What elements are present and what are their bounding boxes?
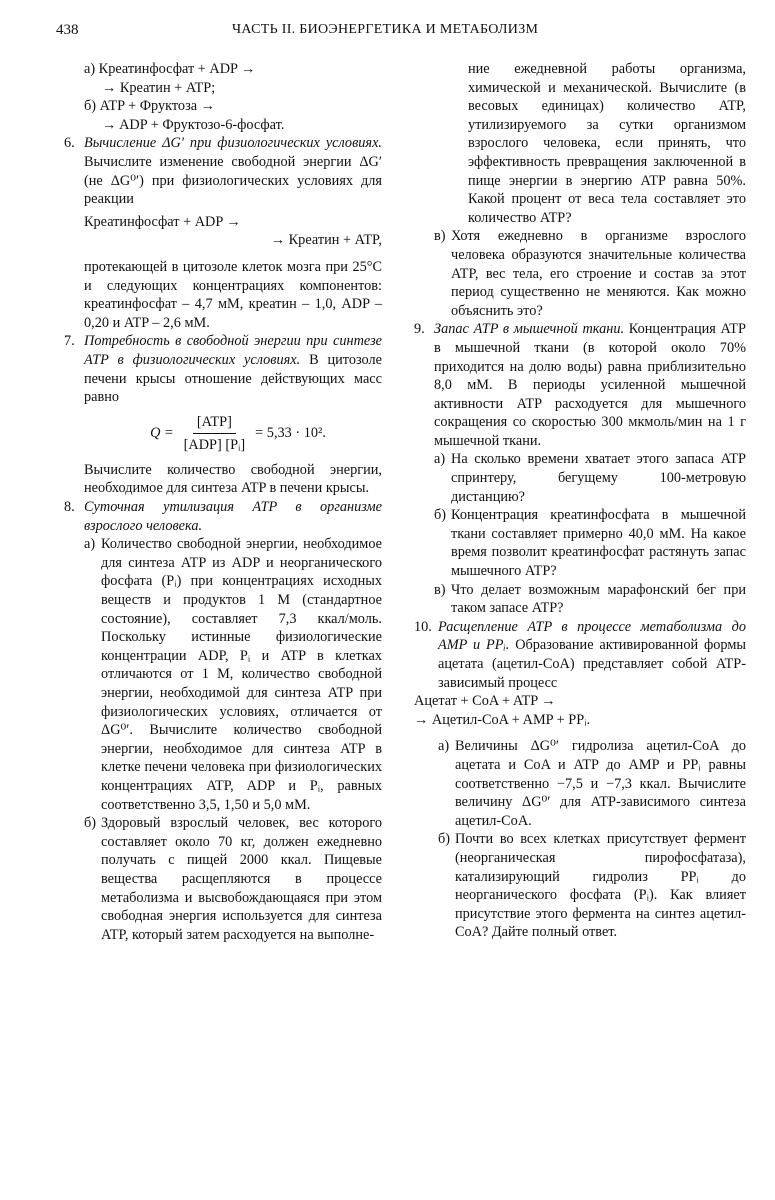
problem-9c-label: в) — [434, 581, 446, 598]
problem-8-title: Суточная утилизация ATP в организме взрослого человека. — [84, 499, 382, 534]
problem-10b-label: б) — [438, 831, 451, 848]
problem-8-number: 8. — [64, 499, 75, 516]
problem-8c-text: Хотя ежедневно в организме взрослого человека образуются значительные количества ATP, вес тела, его строение и состав за этот период существенно не меняются. Как можно объяснить это? — [451, 228, 746, 319]
problem-9-number: 9. — [414, 321, 425, 338]
problem-10a-text: Величины ΔG⁰′ гидролиза ацетил-CoA до ацетата и CoA и ATP до AMP и PPᵢ равны соответственно −7,5 и −7,3 ккал. Вычислите величину ΔG⁰′ для ATP-зависимого синтеза ацетил-CoA. — [455, 738, 746, 829]
problem-8 — [64, 498, 382, 535]
formula-value: = 5,33 · 10². — [255, 425, 326, 442]
page-number: 438 — [56, 22, 79, 38]
problem-6-title: Вычисление ΔG′ при физиологических условиях. — [84, 135, 382, 152]
problem-10a — [438, 737, 746, 830]
problem-8b-continued: ние ежедневной работы организма, химической и механической. Вычислите (в весовых единицах) количество ATP, утилизируемого за сутки организмом взрослого человека, если принять, что эффективность превращения заключенной в пище энергии в энергию ATP равна 50%. Какой процент от веса тела составляет это количество ATP? — [468, 61, 746, 226]
problem-9 — [414, 320, 746, 450]
problem-8a — [84, 535, 382, 814]
problem-9a-label: а) — [434, 451, 446, 468]
problem-10b — [438, 830, 746, 942]
running-head: ЧАСТЬ II. БИОЭНЕРГЕТИКА И МЕТАБОЛИЗМ — [232, 22, 539, 37]
problem-10-text: Образование активированной формы ацетата (ацетил-CoA) представляет собой ATP-зависимый процесс — [438, 637, 746, 691]
problem-10-number: 10. — [414, 618, 432, 635]
problem-7-question: Вычислите количество свободной энергии, необходимое для синтеза ATP в печени крысы. — [84, 461, 382, 497]
problem-10b-text: Почти во всех клетках присутствует фермент (неорганическая пирофосфатаза), катализирующий гидролиз PPᵢ до неорганического фосфата (Pᵢ). Как влияет присутствие этого фермента на синтез ацетил-CoA? Дайте полный ответ. — [455, 831, 746, 941]
problem-8c — [434, 227, 746, 320]
problem-9-title: Запас ATP в мышечной ткани. — [434, 321, 625, 338]
problem-6-text: Вычислите изменение свободной энергии ΔG′ (не ΔG⁰′) при физиологических условиях для реакции — [84, 153, 382, 208]
problem-8a-text: Количество свободной энергии, необходимое для синтеза ATP из ADP и неорганического фосфата (Pᵢ) при концентрациях исходных веществ и продуктов 1 M (стандартное состояние), составляет 7,3 ккал/моль. Поскольку истинные физиологические концентрации ADP, Pᵢ и ATP в клетках отличаются от 1 M, количество свободной энергии, необходимой для синтеза ATP при физиологических условиях, отличается от ΔG⁰′. Вычислите количество свободной энергии, необходимое для синтеза ATP в клетке печени человека при физиологических концентрациях ATP, ADP и Pᵢ, равных соответственно 3,5, 1,50 и 5,0 мМ. — [101, 536, 382, 813]
formula-numerator: [ATP] — [193, 413, 236, 435]
formula-q-label: Q = — [150, 425, 174, 442]
problem-10-equation-line1: Ацетат + CoA + ATP → — [414, 693, 556, 710]
problem-8b-label: б) — [84, 815, 97, 832]
formula-denominator: [ADP] [Pᵢ] — [183, 437, 246, 454]
problem-9a — [434, 450, 746, 506]
reaction-a-line1: а) Креатинфосфат + ADP → — [84, 61, 256, 77]
reaction-b-line1: б) ATP + Фруктоза → — [84, 98, 215, 115]
problem-10 — [414, 618, 746, 692]
problem-9-text: Концентрация ATP в мышечной ткани (в которой около 70% приходится на долю воды) равна приблизительно 8,0 мМ. В периоды усиленной мышечной активности ATP расходуется для мышечного сокращения со скоростью 300 мкмоль/мин на 1 г мышечной ткани. — [434, 321, 746, 449]
problem-8a-label: а) — [84, 536, 96, 553]
problem-9c-text: Что делает возможным марафонский бег при таком запасе ATP? — [451, 581, 746, 617]
problem-7-title: Потребность в свободной энергии при синтезе ATP в физиологических условиях. — [84, 333, 382, 368]
problem-9a-text: На сколько времени хватает этого запаса ATP спринтеру, бегущему 100-метровую дистанцию? — [451, 451, 746, 505]
problem-9b — [434, 506, 746, 580]
problem-9b-label: б) — [434, 507, 447, 524]
problem-8b-text: Здоровый взрослый человек, вес которого составляет около 70 кг, должен ежедневно получать с пищей 2000 ккал. Пищевые вещества расщепляются в процессе метаболизма и высвобождающаяся при этом свободная энергия используется для синтеза ATP, который затем расходуется на выполне- — [101, 815, 382, 943]
problem-10a-label: а) — [438, 738, 450, 755]
right-column — [414, 60, 746, 942]
problem-7-text: В цитозоле печени крысы отношение действующих масс равно — [84, 351, 382, 406]
left-column — [64, 60, 382, 944]
problem-6-conditions: протекающей в цитозоле клеток мозга при 25°C и следующих концентрациях компонентов: креатинфосфат – 4,7 мМ, креатин – 1,0, ADP – 0,20 и ATP – 2,6 мМ. — [84, 258, 382, 331]
problem-6 — [64, 134, 382, 208]
mass-action-formula — [64, 407, 382, 461]
problem-6-equation-line2: → Креатин + ATP, — [270, 232, 382, 249]
problem-8c-label: в) — [434, 228, 446, 245]
formula-fraction — [180, 413, 250, 455]
problem-10-title: Расщепление ATP в процессе метаболизма до AMP и PPᵢ. — [438, 618, 746, 654]
problem-7-number: 7. — [64, 333, 75, 350]
problem-9c — [434, 581, 746, 618]
reaction-b-line2: → ADP + Фруктозо-6-фосфат. — [102, 116, 285, 133]
reaction-a-line2: → Креатин + ATP; — [102, 79, 216, 96]
problem-7 — [64, 332, 382, 406]
problem-6-number: 6. — [64, 135, 75, 152]
problem-9b-text: Концентрация креатинфосфата в мышечной ткани составляет примерно 40,0 мМ. На какое время позволит креатинфосфат растянуть запас мышечного ATP? — [451, 507, 746, 580]
problem-10-equation-line2: → Ацетил-CoA + AMP + PPᵢ. — [414, 711, 591, 728]
problem-6-equation-line1: Креатинфосфат + ADP → — [84, 213, 241, 230]
problem-8b — [84, 814, 382, 944]
